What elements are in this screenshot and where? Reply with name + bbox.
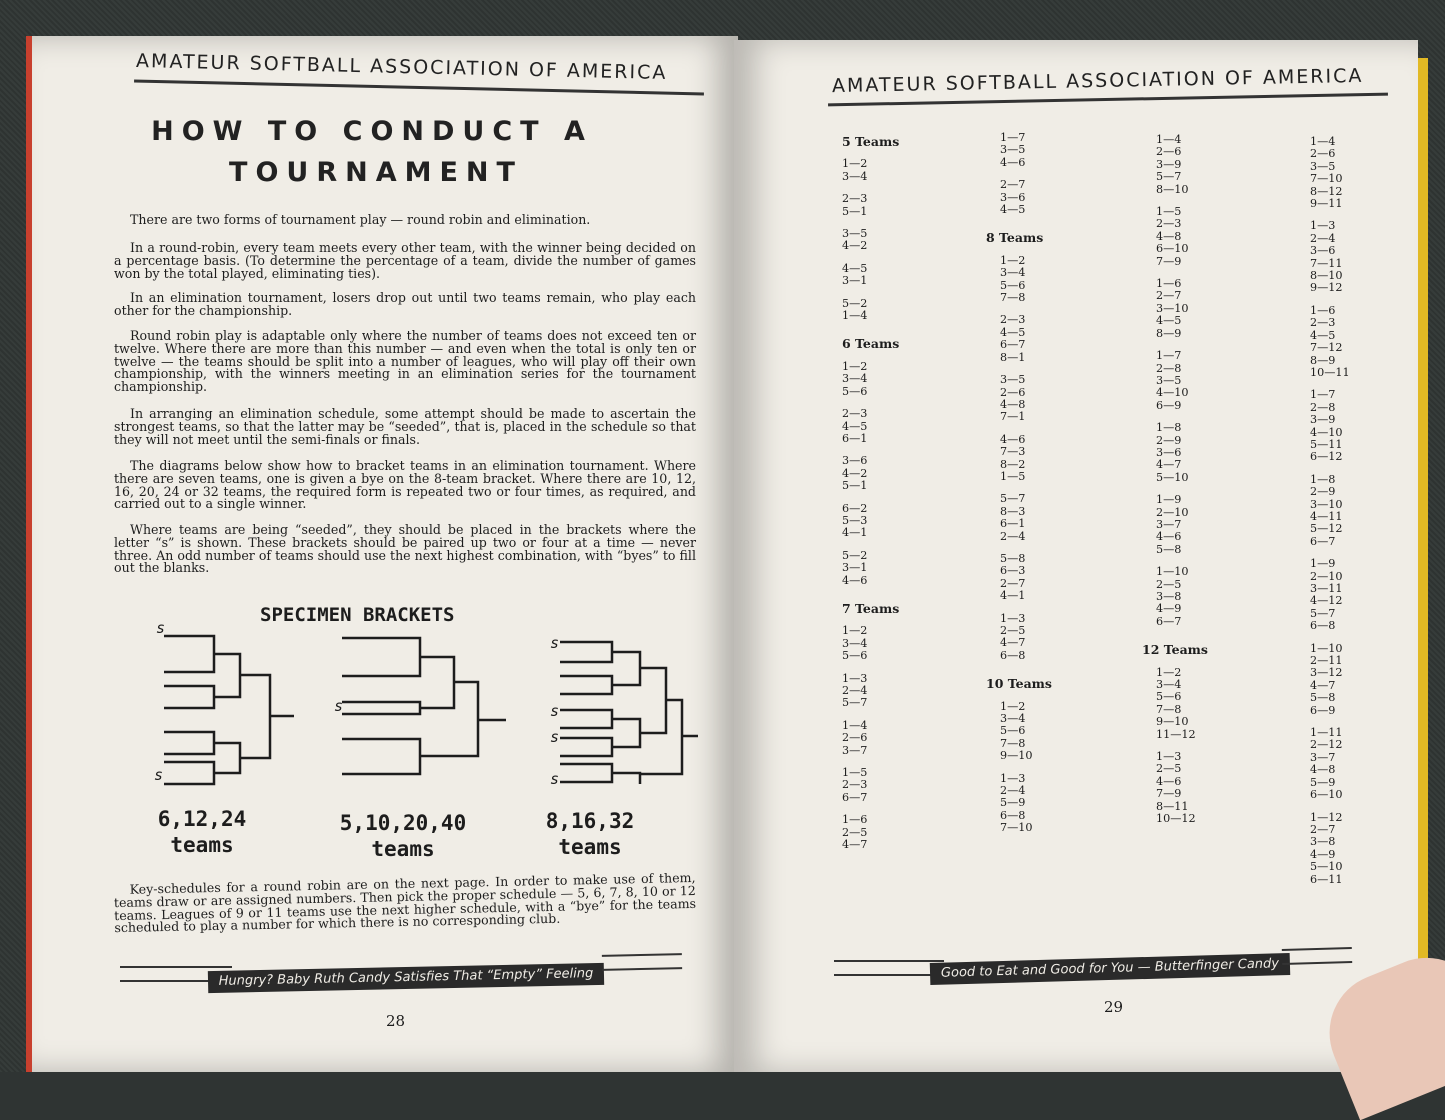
specimen-brackets-title: SPECIMEN BRACKETS bbox=[260, 604, 455, 626]
pairing: 5—6 bbox=[1000, 278, 1026, 292]
pairing: 2—11 bbox=[1310, 654, 1343, 668]
footer-rule-right bbox=[1282, 947, 1352, 965]
pairing: 3—6 bbox=[1156, 445, 1182, 459]
closing-paragraph: Key-schedules for a round robin are on the next page. In order to make use of them, teams draw or are assigned numbers. Then pick the proper schedule — 5, 6, 7, 8, 10 or 12 teams. Leagues of 9 or 11 teams use the next higher schedule, with a “bye” for the teams scheduled to play a number for which there is no corresponding club. bbox=[113, 869, 697, 936]
pairing: 3—4 bbox=[842, 372, 868, 386]
pairing: 2—7 bbox=[1000, 576, 1026, 590]
pairing: 6—1 bbox=[842, 431, 868, 445]
pairing-group bbox=[1000, 314, 1052, 364]
pairing: 6—7 bbox=[1310, 534, 1336, 548]
pairing: 4—7 bbox=[1156, 458, 1182, 472]
pairing: 6—8 bbox=[1310, 619, 1336, 633]
pairing: 5—6 bbox=[1000, 724, 1026, 738]
pairing: 5—6 bbox=[1156, 690, 1182, 704]
pairing-group bbox=[842, 193, 899, 218]
pairing: 8—2 bbox=[1000, 457, 1026, 471]
pairing: 2—4 bbox=[842, 684, 868, 697]
seed-mark: s bbox=[156, 624, 166, 637]
pairing: 3—1 bbox=[842, 274, 868, 288]
pairing: 2—3 bbox=[1000, 313, 1026, 327]
pairing: 1—10 bbox=[1156, 565, 1189, 579]
pairing: 1—5 bbox=[1156, 205, 1182, 219]
pairing: 7—8 bbox=[1000, 736, 1026, 750]
pairing: 4—8 bbox=[1310, 763, 1336, 777]
pairing: 1—12 bbox=[1310, 810, 1343, 824]
pairing: 4—8 bbox=[1156, 229, 1182, 243]
pairing-group bbox=[1156, 134, 1208, 196]
pairing: 5—2 bbox=[842, 548, 868, 562]
pairing: 7—3 bbox=[1000, 445, 1026, 459]
pairing: 4—7 bbox=[1310, 678, 1336, 692]
pairing-group bbox=[1156, 566, 1208, 628]
bracket-numbers: 5,10,20,40 bbox=[339, 811, 467, 835]
pairing-group bbox=[842, 550, 899, 587]
pairing: 3—8 bbox=[1156, 590, 1182, 603]
pairing: 5—7 bbox=[1310, 606, 1336, 620]
pairing: 3—5 bbox=[1310, 159, 1336, 173]
pairing: 5—11 bbox=[1310, 437, 1343, 451]
pairing: 1—9 bbox=[1156, 493, 1182, 507]
pairing-group bbox=[842, 228, 899, 253]
pairing: 8—3 bbox=[1000, 504, 1026, 518]
pairing: 5—8 bbox=[1310, 691, 1336, 705]
pairing-group bbox=[1000, 179, 1052, 216]
pairing-group bbox=[1000, 493, 1052, 543]
pairing-group bbox=[1310, 643, 1350, 717]
pairing: 7—9 bbox=[1156, 787, 1182, 801]
pairing: 3—12 bbox=[1310, 666, 1343, 680]
pairing: 1—8 bbox=[1156, 421, 1182, 435]
pairing: 2—10 bbox=[1156, 505, 1189, 519]
pairing: 6—7 bbox=[842, 790, 868, 804]
pairing: 1—2 bbox=[1000, 699, 1026, 713]
pairing: 2—3 bbox=[842, 778, 868, 792]
schedule-column-3 bbox=[1142, 133, 1208, 836]
pairing: 5—12 bbox=[1310, 522, 1343, 536]
pairing: 1—7 bbox=[1310, 388, 1336, 402]
pairing: 5—8 bbox=[1000, 551, 1026, 565]
pairing: 4—6 bbox=[842, 573, 868, 587]
pairing: 2—7 bbox=[1156, 289, 1182, 303]
pairing: 5—9 bbox=[1000, 796, 1026, 810]
pairing: 7—11 bbox=[1310, 256, 1343, 270]
pairing: 1—6 bbox=[1310, 303, 1336, 317]
paragraph-7: Where teams are being “seeded”, they should be placed in the brackets where the letter “s” is shown. These brackets should be paired up two or four at a time — never three. An odd number of teams should use the next highest combination, with “byes” to fill out the blanks. bbox=[114, 522, 696, 576]
schedule-heading: 8 Teams bbox=[986, 230, 1044, 246]
pairing-group bbox=[1310, 812, 1350, 886]
page-footer-ad: Hungry? Baby Ruth Candy Satisfies That “Empty” Feeling bbox=[208, 963, 604, 993]
pairing: 10—11 bbox=[1310, 365, 1350, 379]
pairing: 3—5 bbox=[1156, 373, 1182, 387]
pairing: 5—2 bbox=[842, 296, 868, 310]
paragraph-6: The diagrams below show how to bracket teams in an elimination tournament. Where there are seven teams, one is given a bye on the 8-team bracket. Where there are 10, 12, 16, 20, 24 or 32 teams, the required form is repeated two or four times, as required, and carried out to a single winner. bbox=[114, 458, 696, 512]
pairing: 6—1 bbox=[1000, 517, 1026, 531]
bracket-label-8-16-32 bbox=[520, 808, 660, 860]
pairing: 9—11 bbox=[1310, 197, 1343, 211]
pairing: 3—9 bbox=[1310, 413, 1336, 427]
pairing: 4—5 bbox=[842, 419, 868, 433]
pairing: 2—3 bbox=[1156, 217, 1182, 231]
pairing: 6—8 bbox=[1000, 648, 1026, 662]
page-title-line2: TOURNAMENT bbox=[229, 157, 523, 188]
pairing: 1—3 bbox=[1000, 771, 1026, 785]
pairing: 1—5 bbox=[1000, 469, 1026, 483]
pairing: 1—2 bbox=[1156, 665, 1182, 679]
pairing: 7—12 bbox=[1310, 341, 1343, 355]
pairing: 4—1 bbox=[1000, 589, 1026, 603]
pairing-group bbox=[842, 408, 899, 445]
pairing-group bbox=[842, 455, 899, 492]
pairing: 4—10 bbox=[1310, 425, 1343, 439]
pairing: 5—6 bbox=[842, 649, 868, 663]
pairing-group bbox=[1310, 220, 1350, 294]
pairing-group bbox=[1310, 305, 1350, 379]
pairing-group bbox=[842, 503, 899, 540]
pairing: 4—6 bbox=[1000, 432, 1026, 446]
pairing-group bbox=[1156, 751, 1208, 825]
footer-rule-right bbox=[602, 953, 682, 971]
pairing: 5—8 bbox=[1156, 542, 1182, 556]
pairing: 1—3 bbox=[1000, 611, 1026, 625]
schedule-heading: 10 Teams bbox=[986, 676, 1052, 692]
pairing: 1—11 bbox=[1310, 726, 1343, 740]
specimen-brackets-diagram bbox=[142, 624, 702, 794]
pairing: 1—3 bbox=[1156, 750, 1182, 764]
pairing: 2—4 bbox=[1000, 529, 1026, 543]
pairing: 1—8 bbox=[1310, 472, 1336, 486]
schedule-heading: 7 Teams bbox=[842, 600, 900, 616]
pairing: 4—7 bbox=[842, 838, 868, 852]
pairing: 4—11 bbox=[1310, 509, 1343, 523]
pairing: 4—7 bbox=[1000, 636, 1026, 650]
pairing: 3—8 bbox=[1310, 835, 1336, 849]
pairing: 6—10 bbox=[1156, 242, 1189, 256]
pairing-group bbox=[842, 814, 899, 851]
page-footer-ad: Good to Eat and Good for You — Butterfinger Candy bbox=[930, 953, 1290, 985]
pairing: 7—1 bbox=[1000, 410, 1026, 424]
pairing: 5—7 bbox=[1156, 170, 1182, 184]
pairing: 2—6 bbox=[1310, 147, 1336, 161]
pairing: 1—4 bbox=[1156, 133, 1182, 146]
pairing: 7—8 bbox=[1000, 291, 1026, 305]
pairing-group bbox=[1156, 350, 1208, 412]
pairing-group bbox=[1000, 773, 1052, 835]
pairing-group bbox=[1310, 558, 1350, 632]
pairing: 2—5 bbox=[842, 825, 868, 839]
page-header: AMATEUR SOFTBALL ASSOCIATION OF AMERICA bbox=[135, 49, 668, 85]
pairing-group bbox=[1000, 701, 1052, 763]
pairing: 5—3 bbox=[842, 513, 868, 527]
pairing: 6—12 bbox=[1310, 450, 1343, 464]
pairing: 4—8 bbox=[1000, 397, 1026, 411]
pairing: 3—1 bbox=[842, 561, 868, 575]
pairing: 2—4 bbox=[1000, 784, 1026, 798]
pairing-group bbox=[1156, 667, 1208, 741]
pairing-group bbox=[1000, 132, 1052, 169]
schedule-column-4 bbox=[1310, 136, 1350, 896]
pairing: 1—2 bbox=[1000, 253, 1026, 267]
pairing: 4—9 bbox=[1310, 847, 1336, 861]
pairing: 5—9 bbox=[1310, 775, 1336, 789]
pairing: 5—10 bbox=[1156, 470, 1189, 484]
pairing: 7—8 bbox=[1156, 702, 1182, 716]
pairing: 8—10 bbox=[1310, 269, 1343, 283]
pairing: 8—12 bbox=[1310, 184, 1343, 198]
paragraph-1: There are two forms of tournament play — round robin and elimination. bbox=[130, 212, 591, 227]
pairing: 3—7 bbox=[1310, 750, 1336, 764]
seed-mark: s bbox=[334, 697, 344, 715]
pairing-group bbox=[1310, 389, 1350, 463]
pairing: 6—11 bbox=[1310, 872, 1343, 886]
pairing: 1—3 bbox=[1310, 219, 1336, 233]
pairing: 2—5 bbox=[1156, 577, 1182, 591]
left-page bbox=[26, 36, 738, 1072]
pairing: 5—1 bbox=[842, 204, 868, 218]
paragraph-2: In a round-robin, every team meets every other team, with the winner being decided on a percentage basis. (To determine the percentage of a team, divide the number of games won by the total played, eliminating ties). bbox=[114, 240, 696, 281]
pairing-group bbox=[842, 263, 899, 288]
pairing: 3—5 bbox=[842, 227, 868, 241]
pairing: 1—6 bbox=[842, 813, 868, 827]
pairing: 5—6 bbox=[842, 384, 868, 398]
pairing: 4—2 bbox=[842, 239, 868, 253]
pairing: 6—7 bbox=[1156, 614, 1182, 628]
pairing-group bbox=[842, 720, 899, 757]
schedule-column-1 bbox=[842, 136, 899, 861]
pairing: 3—5 bbox=[1000, 143, 1026, 157]
pairing: 3—10 bbox=[1156, 301, 1189, 315]
pairing: 4—5 bbox=[1000, 203, 1026, 217]
pairing: 1—4 bbox=[1310, 135, 1336, 148]
pairing: 10—12 bbox=[1156, 812, 1196, 826]
pairing: 3—6 bbox=[842, 454, 868, 468]
bracket-teams-word: teams bbox=[558, 835, 622, 859]
pairing: 4—6 bbox=[1000, 155, 1026, 169]
pairing: 3—6 bbox=[1000, 190, 1026, 204]
schedule-column-2 bbox=[986, 131, 1052, 845]
pairing: 4—6 bbox=[1156, 774, 1182, 788]
pairing: 8—10 bbox=[1156, 182, 1189, 196]
pairing: 8—1 bbox=[1000, 350, 1026, 364]
seed-mark: s bbox=[154, 766, 164, 784]
seed-mark: s bbox=[550, 702, 560, 720]
page-header: AMATEUR SOFTBALL ASSOCIATION OF AMERICA bbox=[831, 64, 1364, 98]
pairing: 3—5 bbox=[1000, 373, 1026, 387]
pairing: 7—10 bbox=[1000, 821, 1033, 835]
pairing: 2—3 bbox=[842, 192, 868, 206]
back-cover-edge bbox=[1418, 58, 1428, 988]
pairing: 4—5 bbox=[842, 261, 868, 275]
seed-mark: s bbox=[550, 728, 560, 746]
pairing-group bbox=[842, 298, 899, 323]
pairing-group bbox=[1000, 553, 1052, 603]
pairing: 6—10 bbox=[1310, 788, 1343, 802]
pairing: 5—7 bbox=[1000, 492, 1026, 506]
pairing: 2—7 bbox=[1310, 822, 1336, 836]
pairing: 4—9 bbox=[1156, 602, 1182, 616]
pairing: 3—10 bbox=[1310, 497, 1343, 511]
page-number: 29 bbox=[1104, 998, 1124, 1016]
bracket-teams-word: teams bbox=[170, 833, 234, 857]
schedule-heading: 5 Teams bbox=[842, 134, 900, 149]
pairing-group bbox=[842, 673, 899, 710]
pairing: 9—10 bbox=[1000, 749, 1033, 763]
pairing: 3—4 bbox=[1000, 712, 1026, 726]
seed-mark: s bbox=[550, 634, 560, 652]
pairing-group bbox=[1310, 474, 1350, 548]
pairing: 1—5 bbox=[842, 766, 868, 780]
pairing: 1—7 bbox=[1000, 131, 1026, 144]
pairing: 1—2 bbox=[842, 157, 868, 171]
pairing: 3—7 bbox=[842, 743, 868, 757]
pairing-group bbox=[1156, 206, 1208, 268]
pairing: 4—1 bbox=[842, 526, 868, 540]
pairing: 1—9 bbox=[1310, 557, 1336, 571]
pairing: 2—5 bbox=[1156, 762, 1182, 776]
pairing: 1—4 bbox=[842, 309, 868, 323]
pairing: 9—12 bbox=[1310, 281, 1343, 295]
pairing: 6—9 bbox=[1310, 703, 1336, 717]
pairing: 2—6 bbox=[1156, 145, 1182, 159]
pairing: 2—9 bbox=[1156, 433, 1182, 447]
pairing: 4—12 bbox=[1310, 594, 1343, 608]
pairing-group bbox=[1000, 434, 1052, 484]
pairing: 2—9 bbox=[1310, 485, 1336, 499]
pairing: 6—3 bbox=[1000, 564, 1026, 578]
pairing: 5—1 bbox=[842, 479, 868, 493]
pairing: 7—10 bbox=[1310, 172, 1343, 186]
pairing-group bbox=[1000, 374, 1052, 424]
pairing-group bbox=[842, 625, 899, 662]
pairing: 1—6 bbox=[1156, 277, 1182, 291]
pairing: 2—3 bbox=[1310, 316, 1336, 330]
pairing: 3—11 bbox=[1310, 582, 1343, 595]
pairing: 2—10 bbox=[1310, 569, 1343, 583]
pairing: 1—7 bbox=[1156, 349, 1182, 363]
bracket-label-6-12-24 bbox=[132, 806, 272, 858]
schedule-heading: 6 Teams bbox=[842, 336, 900, 352]
schedule-heading: 12 Teams bbox=[1142, 642, 1208, 658]
bracket-numbers: 8,16,32 bbox=[545, 809, 635, 833]
pairing-group bbox=[842, 361, 899, 398]
pairing: 4—5 bbox=[1310, 328, 1336, 342]
pairing-group bbox=[1310, 136, 1350, 210]
pairing: 8—11 bbox=[1156, 799, 1189, 813]
pairing: 2—5 bbox=[1000, 624, 1026, 637]
pairing-group bbox=[1000, 255, 1052, 305]
pairing: 4—10 bbox=[1156, 386, 1189, 400]
pairing: 5—7 bbox=[842, 696, 868, 710]
pairing-group bbox=[1156, 422, 1208, 484]
pairing: 2—7 bbox=[1000, 178, 1026, 192]
page-number: 28 bbox=[386, 1012, 406, 1030]
pairing: 1—4 bbox=[842, 718, 868, 732]
pairing: 1—3 bbox=[842, 671, 868, 685]
pairing: 3—4 bbox=[1000, 266, 1026, 280]
pairing: 3—4 bbox=[842, 169, 868, 183]
pairing-group bbox=[1000, 613, 1052, 663]
pairing: 2—8 bbox=[1310, 400, 1336, 414]
pairing: 3—4 bbox=[842, 636, 868, 650]
pairing: 4—5 bbox=[1000, 325, 1026, 339]
pairing: 2—6 bbox=[842, 731, 868, 745]
pairing: 2—8 bbox=[1156, 361, 1182, 375]
pairing: 3—9 bbox=[1156, 157, 1182, 171]
paragraph-3: In an elimination tournament, losers drop out until two teams remain, who play each other for the championship. bbox=[114, 290, 696, 318]
bracket-numbers: 6,12,24 bbox=[157, 807, 247, 831]
pairing: 6—8 bbox=[1000, 808, 1026, 822]
pairing: 5—10 bbox=[1310, 860, 1343, 874]
pairing: 3—7 bbox=[1156, 517, 1182, 531]
pairing: 4—5 bbox=[1156, 314, 1182, 328]
pairing: 2—12 bbox=[1310, 738, 1343, 752]
pairing: 3—4 bbox=[1156, 678, 1182, 692]
pairing: 7—9 bbox=[1156, 254, 1182, 268]
bracket-teams-word: teams bbox=[371, 837, 435, 861]
pairing: 1—10 bbox=[1310, 641, 1343, 655]
pairing: 3—6 bbox=[1310, 244, 1336, 258]
pairing: 6—9 bbox=[1156, 398, 1182, 412]
pairing: 1—2 bbox=[842, 359, 868, 373]
pairing: 2—6 bbox=[1000, 385, 1026, 399]
pairing-group bbox=[842, 158, 899, 183]
pairing: 4—6 bbox=[1156, 530, 1182, 544]
seed-mark: s bbox=[550, 770, 560, 788]
pairing: 2—4 bbox=[1310, 231, 1336, 245]
pairing-group bbox=[842, 767, 899, 804]
right-page bbox=[734, 40, 1418, 1072]
pairing-group bbox=[1310, 727, 1350, 801]
pairing: 6—2 bbox=[842, 501, 868, 515]
footer-rule-left bbox=[834, 960, 944, 976]
pairing: 11—12 bbox=[1156, 727, 1196, 741]
paragraph-5: In arranging an elimination schedule, some attempt should be made to ascertain the strongest teams, so that the latter may be “seeded”, that is, placed in the schedule so that they will not meet until the semi-finals or finals. bbox=[114, 406, 696, 447]
paragraph-4: Round robin play is adaptable only where the number of teams does not exceed ten or twelve. Where there are more than this number — and even when the total is only ten or twelve — the teams should be split into a number of leagues, who will play off their own championship, with the winners meeting in an elimination series for the tournament championship. bbox=[114, 328, 696, 395]
pairing-group bbox=[1156, 494, 1208, 556]
pairing-group bbox=[1156, 278, 1208, 340]
pairing: 8—9 bbox=[1156, 326, 1182, 340]
pairing: 1—2 bbox=[842, 624, 868, 638]
page-title-line1: HOW TO CONDUCT A bbox=[151, 116, 593, 147]
bracket-label-5-10-20-40 bbox=[318, 810, 488, 862]
pairing: 4—2 bbox=[842, 466, 868, 480]
pairing: 2—3 bbox=[842, 407, 868, 421]
pairing: 6—7 bbox=[1000, 338, 1026, 352]
pairing: 8—9 bbox=[1310, 353, 1336, 367]
pairing: 9—10 bbox=[1156, 715, 1189, 729]
